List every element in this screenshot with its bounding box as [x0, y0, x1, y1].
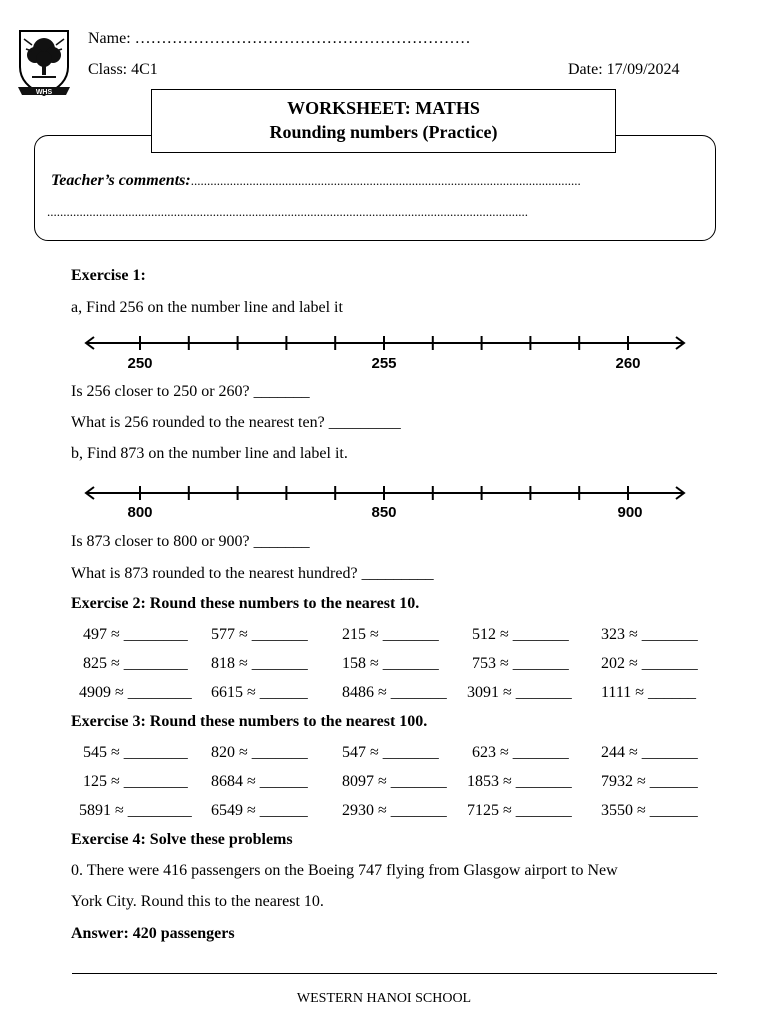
exercise3-item: 1853 ≈ _______: [467, 773, 572, 790]
name-field: Name: ………………………………………………………: [88, 30, 471, 47]
exercise4-answer: Answer: 420 passengers: [71, 925, 235, 942]
exercise4-problem-line2: York City. Round this to the nearest 10.: [71, 893, 324, 910]
exercise1-heading: Exercise 1:: [71, 267, 146, 284]
comment-dots-1: ........................................................................................................................: [190, 173, 581, 188]
exercise1-q3: Is 873 closer to 800 or 900? _______: [71, 533, 310, 550]
exercise4-problem-line1: 0. There were 416 passengers on the Boeing 747 flying from Glasgow airport to New: [71, 862, 618, 879]
number-line-a-label-mid: 255: [371, 355, 397, 372]
exercise3-item: 7932 ≈ ______: [601, 773, 698, 790]
date-label: Date: 17/09/2024: [568, 61, 680, 78]
class-label: Class: 4C1: [88, 61, 158, 78]
exercise2-item: 497 ≈ ________: [83, 626, 188, 643]
exercise3-item: 244 ≈ _______: [601, 744, 698, 761]
comment-dots-2: ....................................................................................................................................................: [47, 204, 528, 219]
exercise2-item: 512 ≈ _______: [472, 626, 569, 643]
logo-text: WHS: [35, 89, 53, 96]
exercise2-item: 818 ≈ _______: [211, 655, 308, 672]
exercise2-item: 6615 ≈ ______: [211, 684, 308, 701]
exercise2-item: 158 ≈ _______: [342, 655, 439, 672]
exercise3-item: 5891 ≈ ________: [79, 802, 192, 819]
exercise3-item: 125 ≈ ________: [83, 773, 188, 790]
exercise2-item: 753 ≈ _______: [472, 655, 569, 672]
number-line-b: [84, 482, 688, 524]
exercise3-item: 8684 ≈ ______: [211, 773, 308, 790]
teacher-comments-label: Teacher’s comments:: [51, 172, 191, 189]
teacher-comments-line1: [51, 172, 581, 190]
exercise1-q2: What is 256 rounded to the nearest ten? _________: [71, 414, 401, 431]
exercise2-heading: Exercise 2: Round these numbers to the nearest 10.: [71, 595, 420, 612]
exercise1-q1: Is 256 closer to 250 or 260? _______: [71, 383, 310, 400]
exercise3-item: 7125 ≈ _______: [467, 802, 572, 819]
school-logo: [14, 27, 74, 99]
exercise2-item: 215 ≈ _______: [342, 626, 439, 643]
exercise2-item: 577 ≈ _______: [211, 626, 308, 643]
worksheet-subtitle: Rounding numbers (Practice): [269, 122, 498, 142]
exercise1a-prompt: a, Find 256 on the number line and label it: [71, 299, 343, 316]
exercise3-item: 545 ≈ ________: [83, 744, 188, 761]
number-line-b-label-mid: 850: [371, 504, 397, 521]
footer-divider: [72, 973, 717, 974]
number-line-b-label-right: 900: [617, 504, 643, 521]
exercise3-heading: Exercise 3: Round these numbers to the nearest 100.: [71, 713, 428, 730]
exercise4-heading: Exercise 4: Solve these problems: [71, 831, 293, 848]
exercise1-q4: What is 873 rounded to the nearest hundred? _________: [71, 565, 434, 582]
exercise3-item: 3550 ≈ ______: [601, 802, 698, 819]
exercise2-item: 3091 ≈ _______: [467, 684, 572, 701]
number-line-a-label-right: 260: [615, 355, 641, 372]
number-line-b-label-left: 800: [127, 504, 153, 521]
exercise3-item: 2930 ≈ _______: [342, 802, 447, 819]
exercise2-item: 825 ≈ ________: [83, 655, 188, 672]
exercise3-item: 547 ≈ _______: [342, 744, 439, 761]
exercise3-item: 6549 ≈ ______: [211, 802, 308, 819]
number-line-a-label-left: 250: [127, 355, 153, 372]
exercise1b-prompt: b, Find 873 on the number line and label it.: [71, 445, 348, 462]
exercise2-item: 8486 ≈ _______: [342, 684, 447, 701]
exercise2-item: 1111 ≈ ______: [601, 684, 696, 701]
exercise3-item: 623 ≈ _______: [472, 744, 569, 761]
exercise2-item: 323 ≈ _______: [601, 626, 698, 643]
footer-school-name: WESTERN HANOI SCHOOL: [296, 991, 472, 1006]
exercise3-item: 8097 ≈ _______: [342, 773, 447, 790]
worksheet-title-box: [151, 89, 616, 153]
number-line-a: [84, 332, 688, 374]
exercise3-item: 820 ≈ _______: [211, 744, 308, 761]
worksheet-title: WORKSHEET: MATHS: [287, 98, 480, 118]
exercise2-item: 4909 ≈ ________: [79, 684, 192, 701]
exercise2-item: 202 ≈ _______: [601, 655, 698, 672]
